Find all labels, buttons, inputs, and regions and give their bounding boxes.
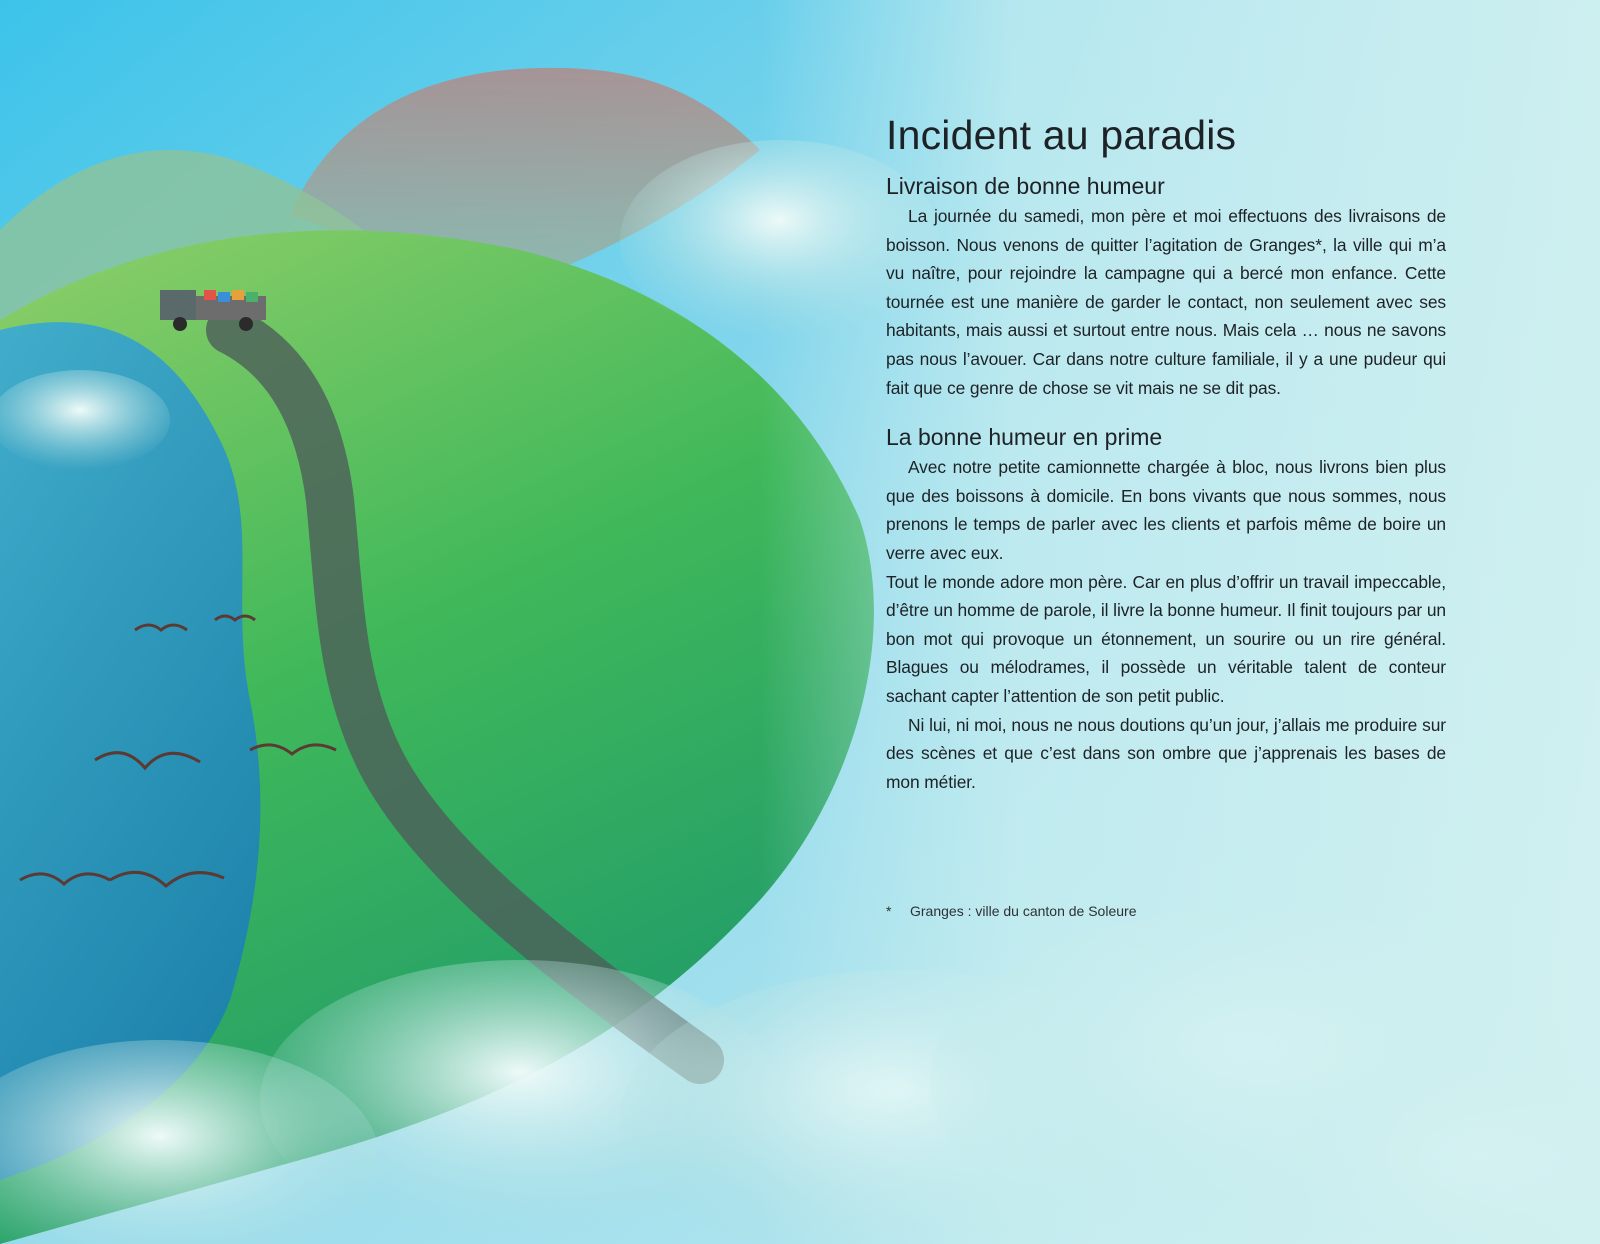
section-heading: Livraison de bonne humeur [886, 173, 1165, 199]
section-heading: La bonne humeur en prime [886, 424, 1163, 451]
footnote-mark: * [886, 903, 892, 919]
paragraph: Tout le monde adore mon père. Car en plus d’offrir un travail impeccable, d’être un homme de parole, il livre la bonne humeur. Il finit toujours par un bon mot qui provoque un étonnement, un sourire ou un rire général. Blagues ou mélodrames, il possède un véritable talent de conteur sachant capter l’attention de son petit public. [886, 571, 1446, 706]
paragraph: La journée du samedi, mon père et moi effectuons des livraisons de boisson. Nous venons de quitter l’agitation de Granges*, la ville qui m’a vu naître, pour rejoindre la campagne qui a bercé mon enfance. Cette tournée est une manière de garder le contact, non seulement avec ses habitants, mais aussi et surtout entre nous. Mais cela … nous ne savons pas nous l’avouer. Car dans notre culture familiale, il y a une pudeur qui fait que ce genre de chose se vit mais ne se dit pas. [886, 206, 1446, 398]
text-column [886, 112, 1446, 796]
paragraph: Avec notre petite camionnette chargée à bloc, nous livrons bien plus que des boissons à domicile. En bons vivants que nous sommes, nous prenons le temps de parler avec les clients et parfois même de boire un verre avec eux. [886, 457, 1446, 563]
page-title: Incident au paradis [886, 112, 1237, 158]
paragraph: Ni lui, ni moi, nous ne nous doutions qu’un jour, j’allais me produire sur des scènes et que c’est dans son ombre que j’apprenais les bases de mon métier. [886, 714, 1446, 792]
footnote [886, 903, 1136, 919]
footnote-text: Granges : ville du canton de Soleure [910, 903, 1137, 919]
